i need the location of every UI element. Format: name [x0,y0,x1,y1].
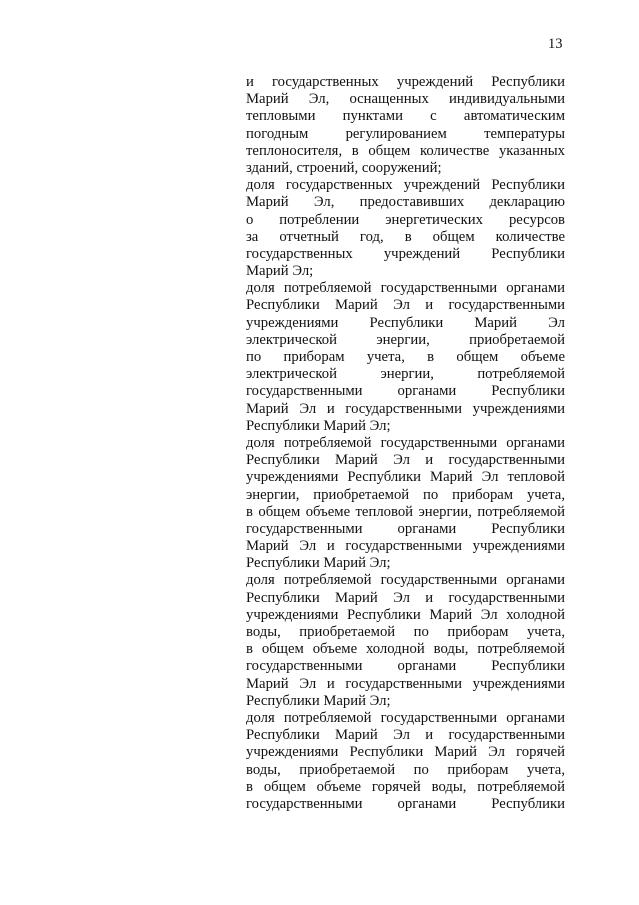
body-text [246,74,565,813]
text-line: в общем объеме тепловой энергии, потребляемой [246,503,565,520]
text-line: и государственных учреждений Республики [246,74,565,90]
text-line: Марий Эл, предоставивших декларацию [246,194,565,211]
text-line: за отчетный год, в общем количестве [246,228,565,245]
text-line: Республики Марий Эл и государственными [246,727,565,744]
page-number: 13 [548,36,563,52]
text-line: доля потребляемой государственными органами [246,572,565,589]
text-line: государственными органами Республики [246,520,565,537]
text-line: воды, приобретаемой по приборам учета, [246,624,565,640]
text-line: Марий Эл и государственными учреждениями [246,538,565,555]
text-line: доля потребляемой государственными органами [246,709,565,726]
text-line: доля государственных учреждений Республики [246,177,565,194]
text-line: электрической энергии, приобретаемой [246,331,565,348]
text-line: государственными органами Республики [246,658,565,675]
text-line: доля потребляемой государственными органами [246,280,565,297]
text-line: зданий, строений, сооружений; [246,159,442,176]
text-line: в общем объеме горячей воды, потребляемой [246,778,565,795]
text-line: по приборам учета, в общем объеме [246,349,565,365]
text-line: тепловыми пунктами с автоматическим [246,108,565,125]
text-line: электрической энергии, потребляемой [246,366,565,383]
text-line: Марий Эл, оснащенных индивидуальными [246,91,565,108]
text-line: учреждениями Республики Марий Эл тепловой [246,469,565,486]
text-line: в общем объеме холодной воды, потребляемой [246,641,565,658]
text-line: энергии, приобретаемой по приборам учета, [246,486,565,503]
text-line: Республики Марий Эл и государственными [246,297,565,314]
text-line: учреждениями Республики Марий Эл горячей [246,744,565,761]
text-line: Республики Марий Эл; [246,692,391,709]
text-line: Республики Марий Эл; [246,417,391,434]
text-line: доля потребляемой государственными органами [246,434,565,451]
text-line: о потреблении энергетических ресурсов [246,211,565,228]
text-line: воды, приобретаемой по приборам учета, [246,761,565,778]
text-line: Республики Марий Эл и государственными [246,452,565,469]
text-line: государственными органами Республики [246,383,565,400]
text-line: Республики Марий Эл и государственными [246,589,565,606]
text-line: государственными органами Республики [246,795,565,812]
text-line: учреждениями Республики Марий Эл холодной [246,606,565,623]
text-line: Марий Эл и государственными учреждениями [246,675,565,692]
text-line: Республики Марий Эл; [246,555,391,572]
text-line: погодным регулированием температуры [246,125,565,142]
text-line: теплоносителя, в общем количестве указанных [246,142,565,159]
text-line: государственных учреждений Республики [246,245,565,262]
text-line: учреждениями Республики Марий Эл [246,314,565,331]
text-line: Марий Эл и государственными учреждениями [246,400,565,417]
text-line: Марий Эл; [246,263,314,280]
